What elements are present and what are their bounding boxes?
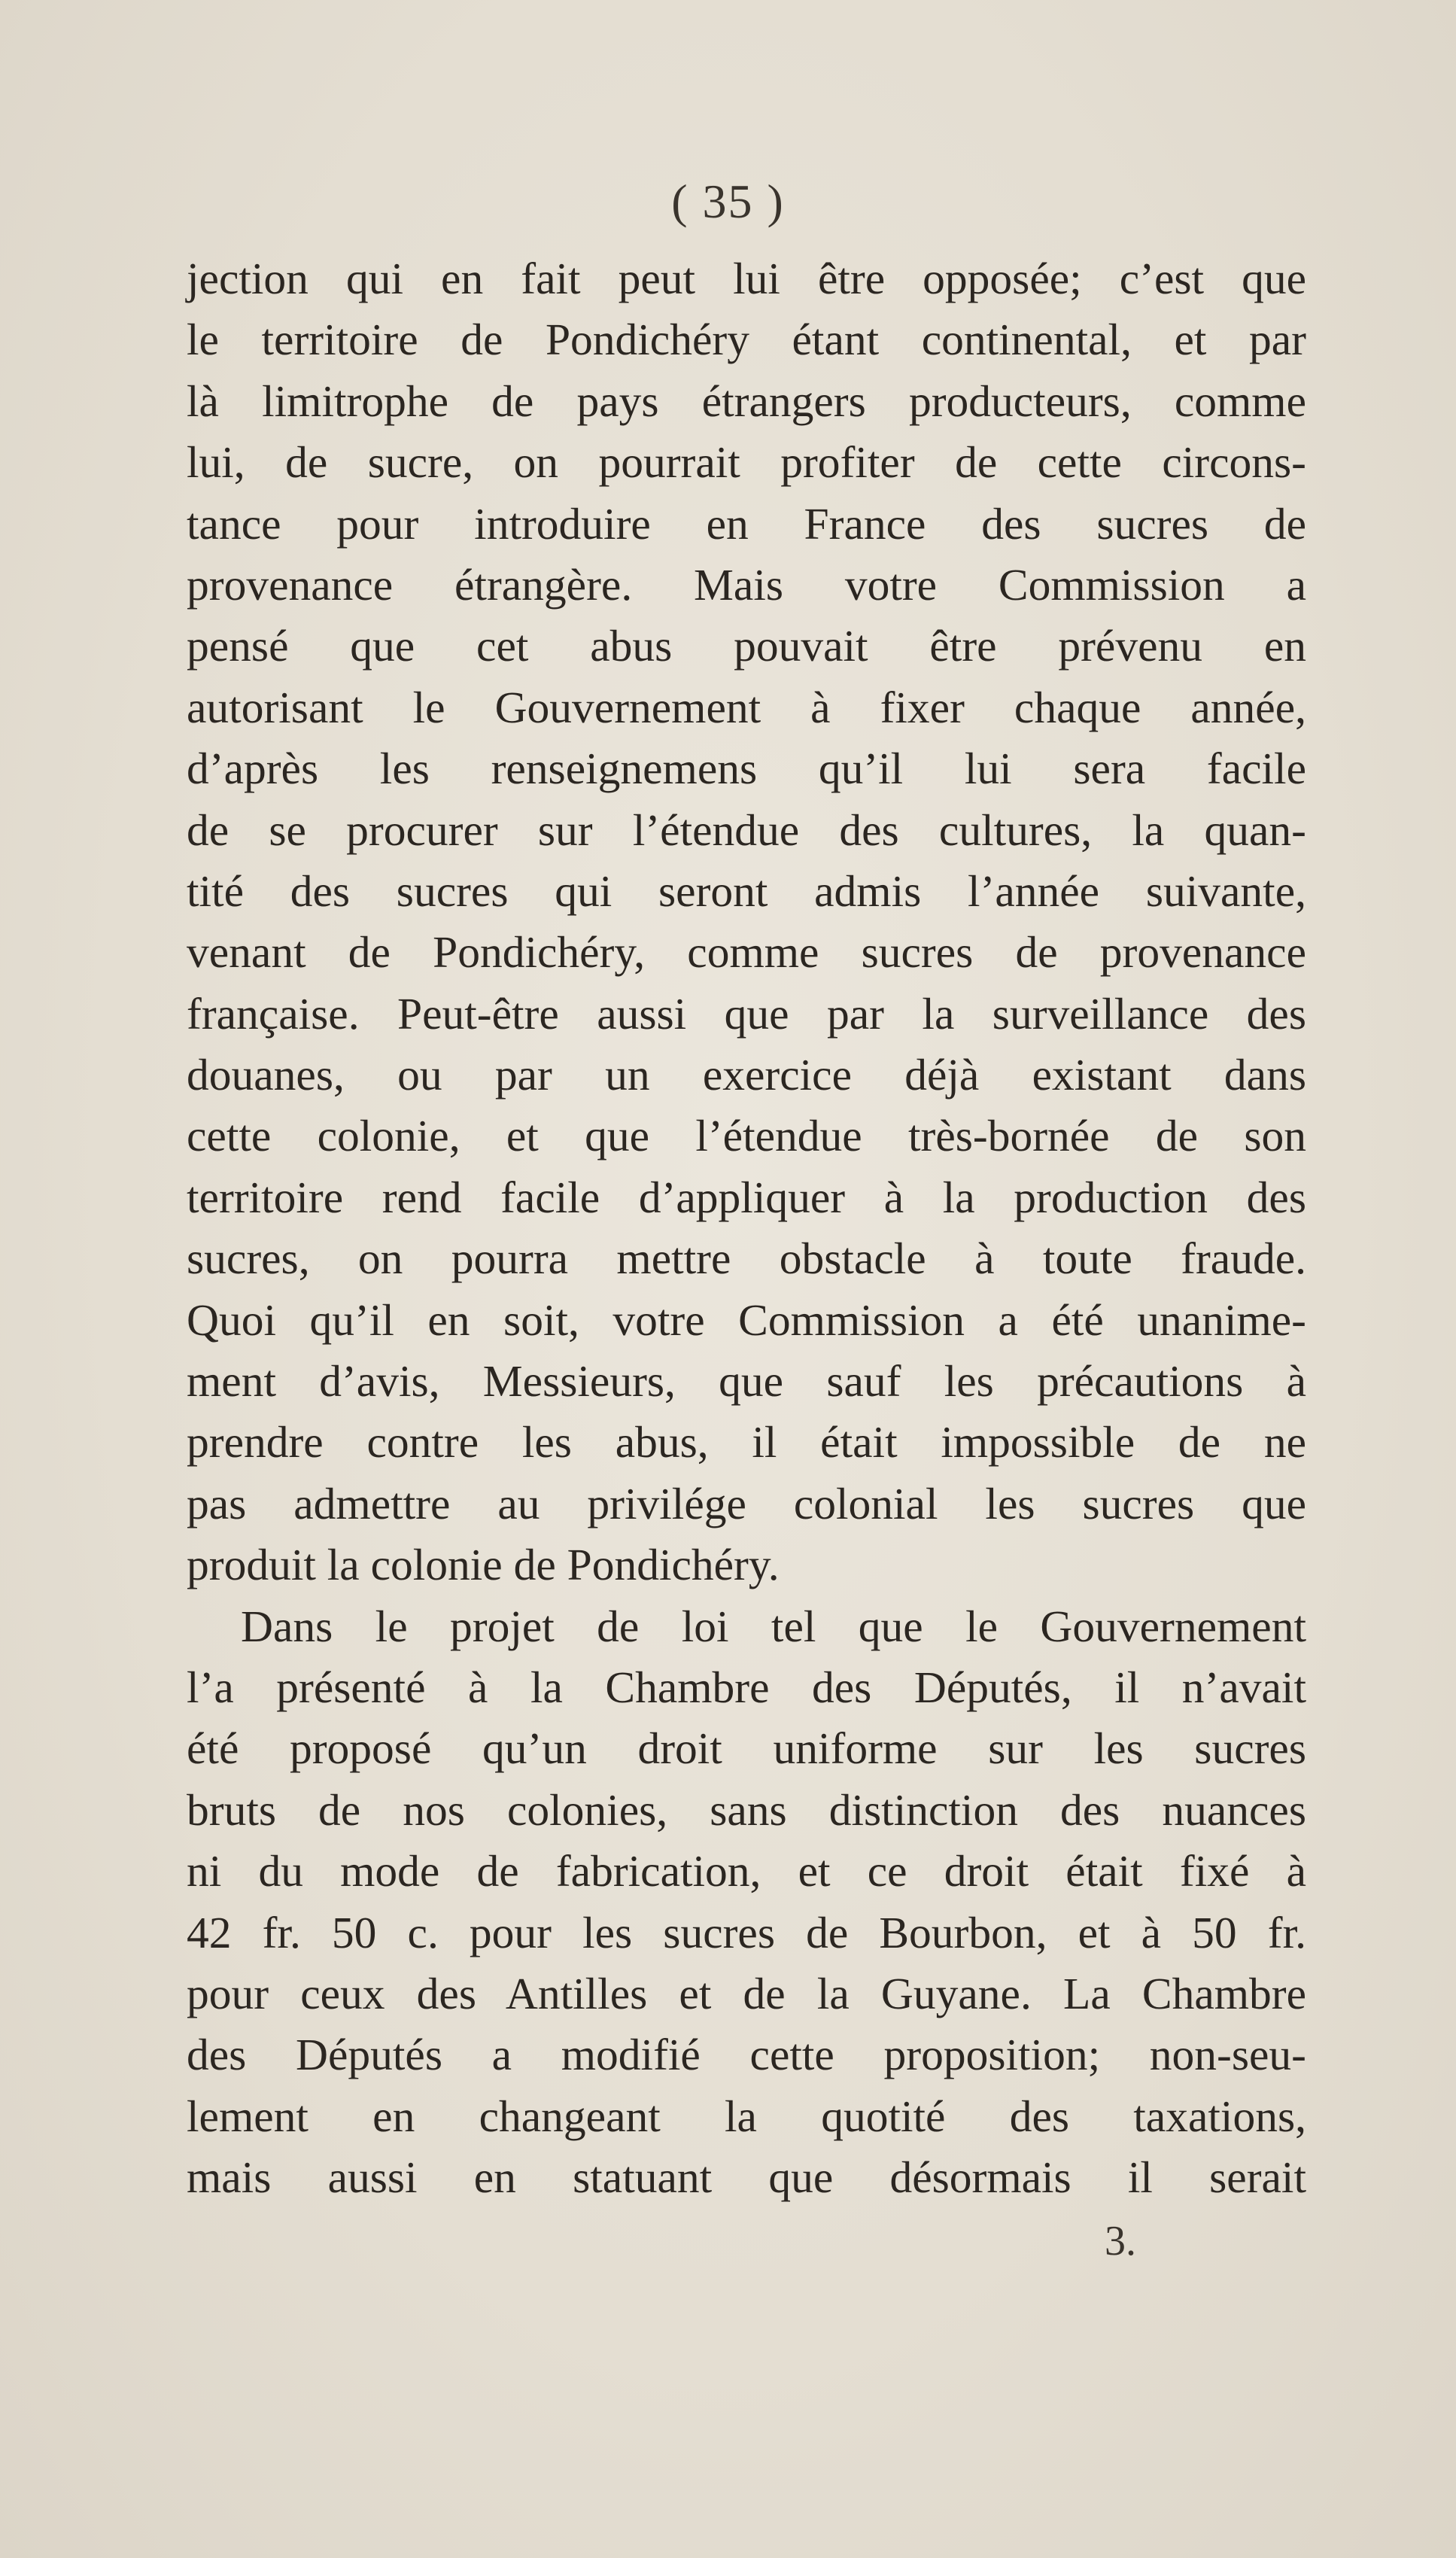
text-line: été proposé qu’un droit uniforme sur les sucres bbox=[187, 1723, 1306, 1774]
text-line: produit la colonie de Pondichéry. bbox=[187, 1540, 780, 1590]
text-line: pensé que cet abus pouvait être prévenu en bbox=[187, 621, 1306, 671]
text-line: lement en changeant la quotité des taxations, bbox=[187, 2091, 1306, 2141]
text-line: d’après les renseignemens qu’il lui sera facile bbox=[187, 744, 1306, 794]
text-line: prendre contre les abus, il était impossible de ne bbox=[187, 1417, 1306, 1468]
text-line: sucres, on pourra mettre obstacle à toute fraude. bbox=[187, 1233, 1306, 1284]
text-line: douanes, ou par un exercice déjà existant dans bbox=[187, 1050, 1306, 1100]
text-line: pour ceux des Antilles et de la Guyane. La Chambre bbox=[187, 1968, 1306, 2018]
text-line: jection qui en fait peut lui être opposée; c’est que bbox=[187, 254, 1306, 303]
text-line: des Députés a modifié cette proposition; non-seu- bbox=[187, 2030, 1306, 2080]
text-line: 42 fr. 50 c. pour les sucres de Bourbon, et à 50 fr. bbox=[187, 1907, 1306, 1957]
text-line: venant de Pondichéry, comme sucres de provenance bbox=[187, 927, 1306, 978]
text-line: ni du mode de fabrication, et ce droit était fixé à bbox=[187, 1846, 1306, 1896]
page-number: ( 35 ) bbox=[671, 175, 785, 228]
body-text bbox=[187, 248, 1306, 2209]
text-line: autorisant le Gouvernement à fixer chaque année, bbox=[187, 682, 1306, 732]
text-line: territoire rend facile d’appliquer à la production des bbox=[187, 1172, 1306, 1222]
signature-mark: 3. bbox=[1105, 2218, 1136, 2264]
text-line: cette colonie, et que l’étendue très-bornée de son bbox=[187, 1111, 1306, 1161]
text-line: l’a présenté à la Chambre des Députés, il n’avait bbox=[187, 1662, 1306, 1712]
text-line: provenance étrangère. Mais votre Commission a bbox=[187, 559, 1306, 610]
text-line: Dans le projet de loi tel que le Gouvernement bbox=[241, 1601, 1306, 1651]
text-line: bruts de nos colonies, sans distinction des nuances bbox=[187, 1784, 1306, 1835]
text-line: tité des sucres qui seront admis l’année suivante, bbox=[187, 865, 1306, 916]
text-line: Quoi qu’il en soit, votre Commission a été unanime- bbox=[187, 1294, 1306, 1345]
text-line: pas admettre au privilége colonial les sucres que bbox=[187, 1478, 1306, 1528]
text-line: ment d’avis, Messieurs, que sauf les précautions à bbox=[187, 1356, 1306, 1407]
text-line: mais aussi en statuant que désormais il serait bbox=[187, 2152, 1306, 2203]
text-line: là limitrophe de pays étrangers producteurs, comme bbox=[187, 376, 1306, 426]
text-line: le territoire de Pondichéry étant continental, et par bbox=[187, 315, 1306, 365]
text-line: lui, de sucre, on pourrait profiter de cette circons- bbox=[187, 437, 1306, 488]
text-line: française. Peut-être aussi que par la surveillance des bbox=[187, 988, 1306, 1039]
text-line: de se procurer sur l’étendue des cultures, la quan- bbox=[187, 805, 1306, 855]
text-line: tance pour introduire en France des sucres de bbox=[187, 498, 1306, 549]
